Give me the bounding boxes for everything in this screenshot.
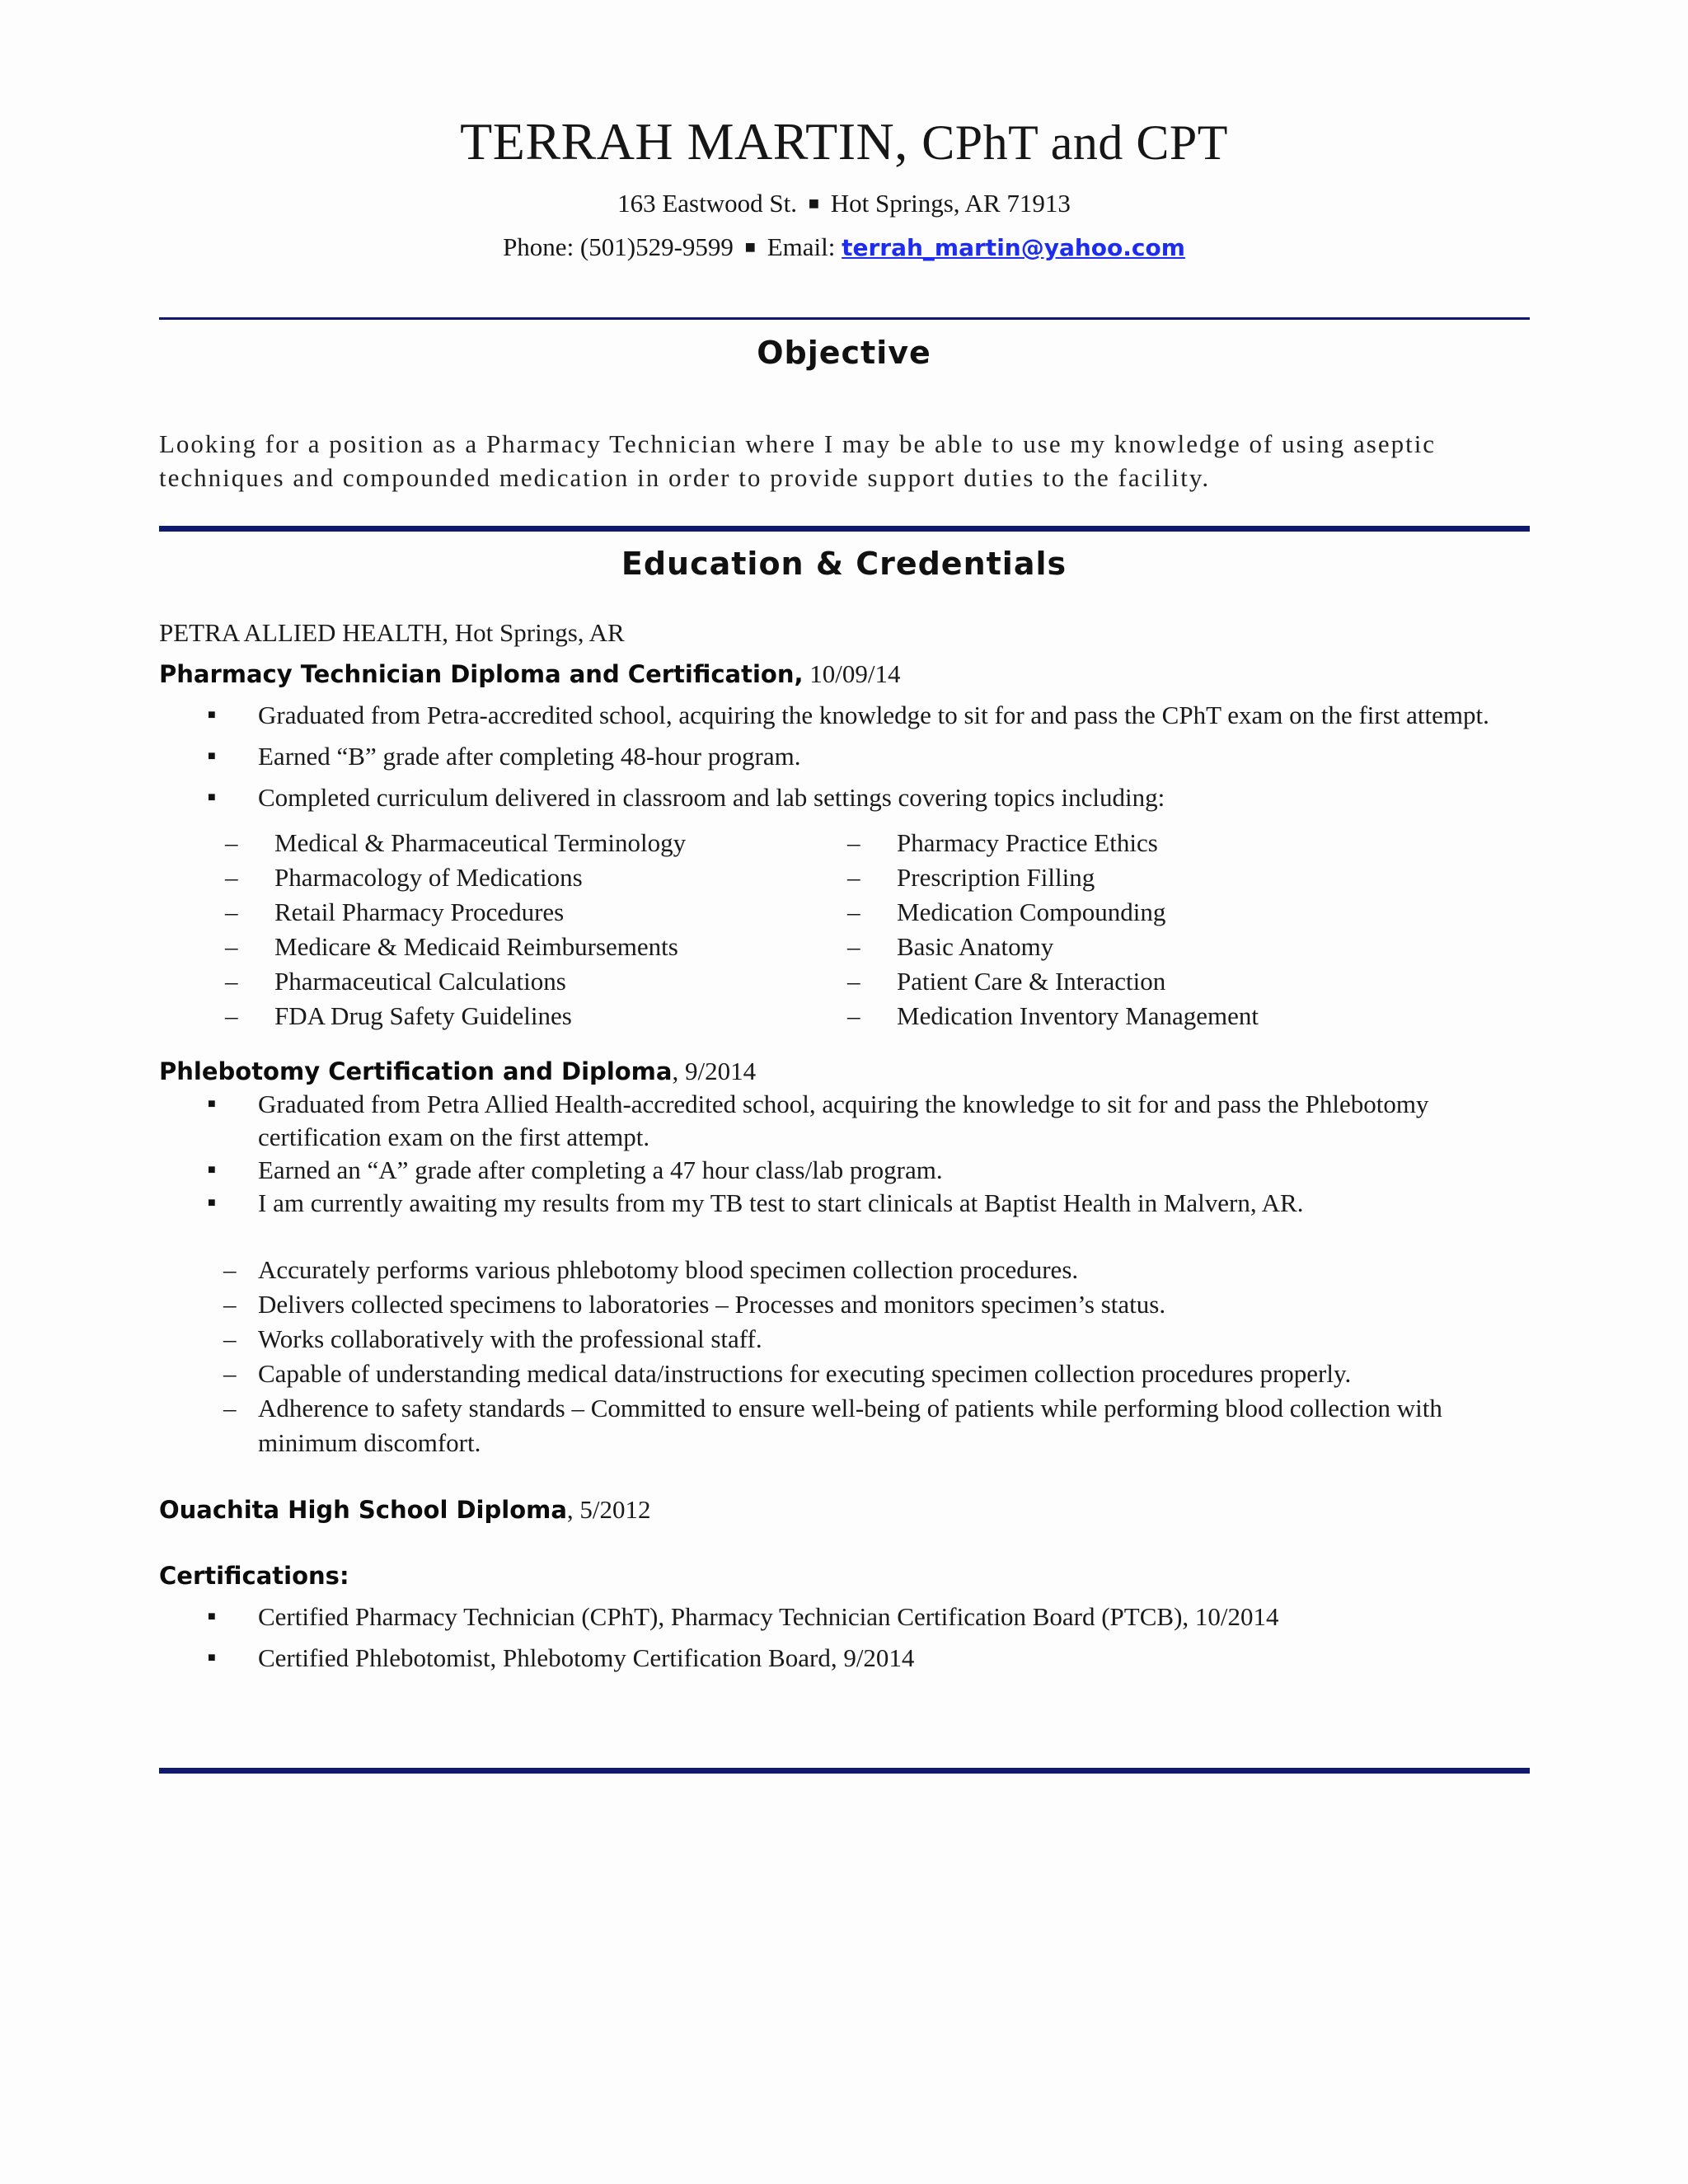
list-item: ■ Certified Phlebotomist, Phlebotomy Certification Board, 9/2014 bbox=[159, 1642, 1530, 1675]
school-name: PETRA ALLIED HEALTH, Hot Springs, AR bbox=[159, 618, 625, 647]
pharmacy-diploma-date: 10/09/14 bbox=[809, 659, 901, 688]
street-text: 163 Eastwood St. bbox=[617, 189, 797, 218]
phlebotomy-duties bbox=[159, 1253, 1530, 1460]
list-item: – Medicare & Medicaid Reimbursements bbox=[159, 930, 781, 964]
highschool-line bbox=[159, 1493, 1530, 1526]
certifications-heading: Certifications: bbox=[159, 1562, 349, 1590]
list-item: – Pharmacology of Medications bbox=[159, 860, 781, 895]
topics-left-column bbox=[159, 826, 781, 1033]
divider-rule bbox=[159, 317, 1530, 320]
phone-text: Phone: (501)529-9599 bbox=[503, 232, 734, 262]
list-item: – Medication Compounding bbox=[781, 895, 1404, 930]
list-item: ■ Graduated from Petra-accredited school, acquiring the knowledge to sit for and pass the CPhT exam on the first attempt. bbox=[159, 699, 1530, 732]
pharmacy-diploma-heading: Pharmacy Technician Diploma and Certification, bbox=[159, 660, 804, 688]
credentials-text: CPhT and CPT bbox=[921, 115, 1228, 170]
resume-header bbox=[0, 112, 1688, 262]
list-item: ■ Completed curriculum delivered in classroom and lab settings covering topics including: bbox=[159, 781, 1530, 814]
list-item: ■ I am currently awaiting my results from my TB test to start clinicals at Baptist Health in Malvern, AR. bbox=[159, 1187, 1530, 1220]
list-item: – Medical & Pharmaceutical Terminology bbox=[159, 826, 781, 860]
separator-square-icon: ■ bbox=[744, 237, 756, 258]
list-item: – Adherence to safety standards – Committed to ensure well-being of patients while performing blood collection with minimum discomfort. bbox=[159, 1391, 1530, 1460]
list-item: ■ Earned “B” grade after completing 48-hour program. bbox=[159, 740, 1530, 773]
phlebotomy-date: , 9/2014 bbox=[672, 1057, 757, 1085]
list-item: – Pharmaceutical Calculations bbox=[159, 964, 781, 999]
list-item: ■ Certified Pharmacy Technician (CPhT), Pharmacy Technician Certification Board (PTCB), 10/2014 bbox=[159, 1601, 1530, 1633]
separator-square-icon: ■ bbox=[808, 193, 820, 213]
address-line bbox=[0, 188, 1688, 218]
pharmacy-diploma-line bbox=[159, 658, 1530, 691]
pharmacy-bullets bbox=[159, 699, 1530, 814]
certifications-list bbox=[159, 1601, 1530, 1675]
objective-text: Looking for a position as a Pharmacy Technician where I may be able to use my knowledge of using aseptic techniques and compounded medication in order to provide support duties to the facility. bbox=[159, 429, 1437, 492]
list-item: ■ Earned an “A” grade after completing a 47 hour class/lab program. bbox=[159, 1154, 1530, 1187]
email-label: Email: bbox=[767, 232, 836, 262]
education-heading: Education & Credentials bbox=[621, 546, 1067, 582]
topics-right-column bbox=[781, 826, 1404, 1033]
phlebotomy-heading: Phlebotomy Certification and Diploma bbox=[159, 1057, 673, 1085]
list-item: – Patient Care & Interaction bbox=[781, 964, 1404, 999]
highschool-date: , 5/2012 bbox=[566, 1495, 651, 1524]
list-item: – Basic Anatomy bbox=[781, 930, 1404, 964]
objective-heading: Objective bbox=[757, 335, 931, 371]
city-text: Hot Springs, AR 71913 bbox=[830, 189, 1071, 218]
phlebotomy-bullets bbox=[159, 1088, 1530, 1220]
list-item: – Works collaboratively with the professional staff. bbox=[159, 1322, 1530, 1357]
list-item: – Capable of understanding medical data/instructions for executing specimen collection procedures properly. bbox=[159, 1357, 1530, 1391]
phlebotomy-line bbox=[159, 1055, 1530, 1088]
list-item: – Retail Pharmacy Procedures bbox=[159, 895, 781, 930]
education-section bbox=[159, 616, 1530, 1675]
divider-rule bbox=[159, 1768, 1530, 1774]
list-item: – Delivers collected specimens to laboratories – Processes and monitors specimen’s status. bbox=[159, 1287, 1530, 1322]
list-item: – FDA Drug Safety Guidelines bbox=[159, 999, 781, 1033]
highschool-heading: Ouachita High School Diploma bbox=[159, 1496, 567, 1524]
divider-rule bbox=[159, 526, 1530, 532]
curriculum-topics bbox=[159, 826, 1530, 1033]
email-link[interactable]: terrah_martin@yahoo.com bbox=[842, 234, 1185, 262]
list-item: – Pharmacy Practice Ethics bbox=[781, 826, 1404, 860]
list-item: ■ Graduated from Petra Allied Health-accredited school, acquiring the knowledge to sit for and pass the Phlebotomy certification exam on the first attempt. bbox=[159, 1088, 1530, 1154]
name-text: TERRAH MARTIN, bbox=[460, 112, 908, 171]
list-item: – Medication Inventory Management bbox=[781, 999, 1404, 1033]
list-item: – Prescription Filling bbox=[781, 860, 1404, 895]
contact-line bbox=[0, 232, 1688, 262]
applicant-name bbox=[0, 112, 1688, 171]
certifications-line bbox=[159, 1559, 1530, 1592]
list-item: – Accurately performs various phlebotomy blood specimen collection procedures. bbox=[159, 1253, 1530, 1287]
